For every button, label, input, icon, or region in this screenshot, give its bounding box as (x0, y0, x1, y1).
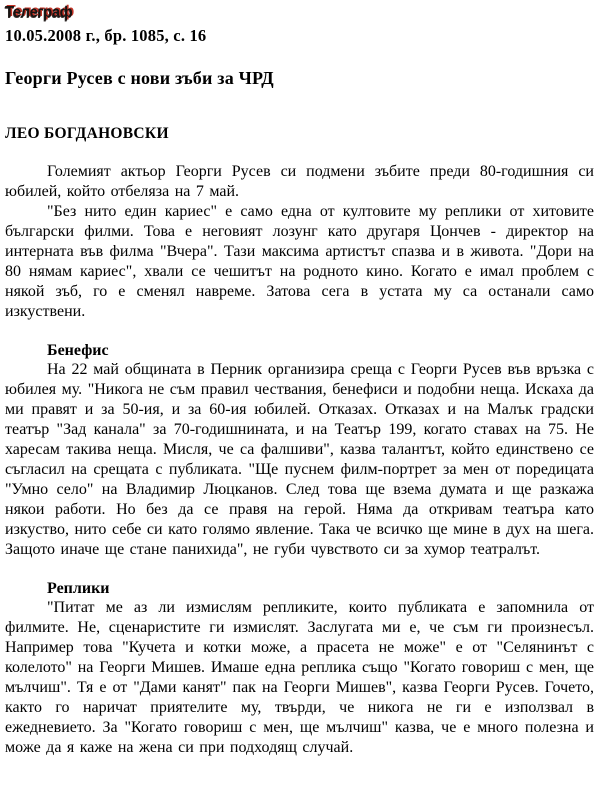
article-title: Георги Русев с нови зъби за ЧРД (5, 68, 274, 88)
section-heading-repliki: Реплики (47, 580, 110, 597)
paragraph-intro: Големият актьор Георги Русев си подмени зъбите преди 80-годишния си юбилей, който отбеляза на 7 май. (5, 163, 594, 200)
paragraph-repliki: "Питат ме аз ли измислям репликите, които публиката е запомнила от филмите. Не, сценаристите ги измислят. Заслугата ми е, че съм ги произнесъл. Например това "Кучета и котки може, а прасета не може" е от "Селянинът с колелото" на Георги Мишев. Имаше една реплика също "Когато говориш с мен, ще мълчиш". Тя е от "Дами канят" пак на Георги Мишев", казва Георги Русев. Гочето, както го наричат приятелите му, твърди, че никога не ги е използвал в ежедневието. За "Когато говориш с мен, ще мълчиш" казва, че е много полезна и може да я каже на жена си при подходящ случай. (5, 599, 594, 756)
paragraph-benefis: На 22 май общината в Перник организира среща с Георги Русев във връзка с юбилея му. "Никога не съм правил чествания, бенефиси и подобни неща. Искаха да ми правят и за 50-ия, и за 60-ия юбилей. Отказах. Отказах и на Малък градски театър "Зад канала" за 70-годишнината, и на Театър 199, когато ставах на 75. Не харесам такива неща. Мисля, че са фалшиви", казва талантът, който единствено се съгласил на срещата с публиката. "Ще пуснем филм-портрет за мен от поредицата "Умно село" на Владимир Люцканов. След това ще взема думата и ще разкажа някои работи. Но без да се правя на герой. Няма да откривам театъра като изкуство, нито себе си като голямо явление. Така че всичко ще мине в дух на шега. Защото иначе ще стане панихида", не губи чувството си за хумор театралът. (5, 361, 594, 558)
paragraph-karies: "Без нито един кариес" е само една от култовите му реплики от хитовите български филми. Това е неговият лозунг като другаря Цончев - директор на интерната във филма "Вчера". Тази максима артистът спазва и в живота. "Дори на 80 нямам кариес", хвали се чешитът на родното кино. Когато е имал проблем с някой зъб, го е сменял навреме. Затова сега в устата му са останали само изкуствени. (5, 203, 594, 320)
masthead (5, 3, 594, 46)
section-heading-benefis: Бенефис (47, 342, 109, 359)
telegraf-logo: Телеграф (5, 3, 73, 22)
byline: ЛЕО БОГДАНОВСКИ (5, 125, 169, 142)
dateline: 10.05.2008 г., бр. 1085, с. 16 (5, 26, 207, 45)
